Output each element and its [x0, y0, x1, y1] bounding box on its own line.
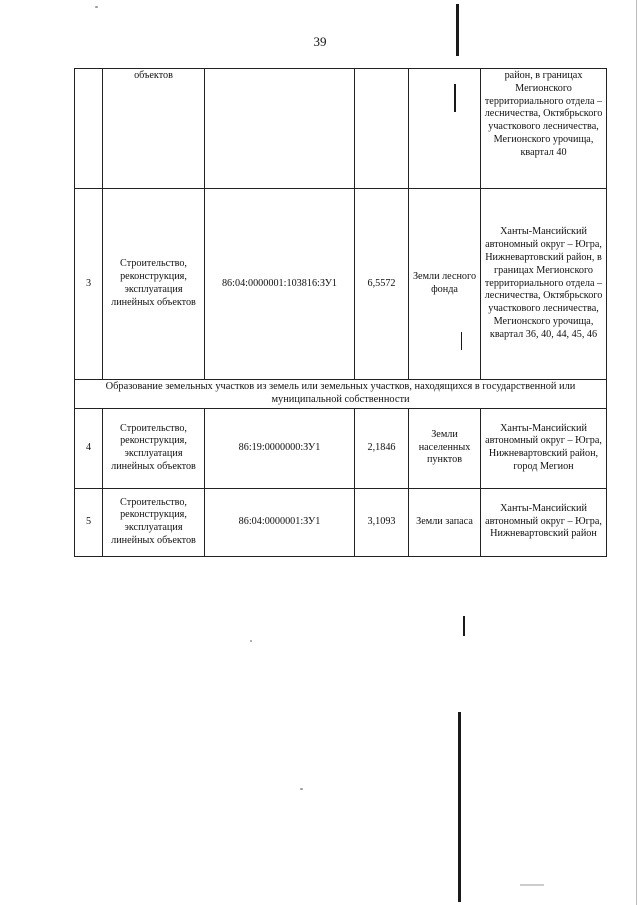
cell-cadastral: 86:04:0000001:103816:ЗУ1 — [205, 189, 355, 380]
cell-area: 2,1846 — [355, 408, 409, 488]
cell-category: Земли запаса — [409, 488, 481, 556]
cell-cadastral: 86:19:0000000:ЗУ1 — [205, 408, 355, 488]
cell-number: 4 — [75, 408, 103, 488]
scan-artifact-line — [458, 712, 461, 902]
cell-purpose: Строительство, реконструкция, эксплуатация линейных объектов — [103, 488, 205, 556]
cell-purpose: Строительство, реконструкция, эксплуатация линейных объектов — [103, 189, 205, 380]
table-row — [75, 408, 607, 488]
cell-area: 6,5572 — [355, 189, 409, 380]
scan-artifact-line — [454, 84, 456, 112]
table-row-continued — [75, 69, 607, 189]
scan-speck — [95, 6, 98, 8]
table-row — [75, 189, 607, 380]
table-row — [75, 488, 607, 556]
cell-cadastral: 86:04:0000001:ЗУ1 — [205, 488, 355, 556]
section-heading: Образование земельных участков из земель или земельных участков, находящихся в государственной или муниципальной собственности — [75, 380, 607, 409]
cell-number — [75, 69, 103, 189]
cell-location: Ханты-Мансийский автономный округ – Югра, Нижневартовский район — [481, 488, 607, 556]
cell-purpose: объектов — [103, 69, 205, 189]
cell-area — [355, 69, 409, 189]
scan-speck — [520, 884, 544, 886]
cell-location: Ханты-Мансийский автономный округ – Югра, Нижневартовский район, в границах Мегионского территориального отдела – лесничества, Октябрьского участкового лесничества, Мегионского урочища, квартал 36, 40, 44, 45, 46 — [481, 189, 607, 380]
scan-artifact-line — [461, 332, 462, 350]
page-number: 39 — [313, 34, 327, 49]
scan-speck — [250, 640, 252, 642]
scan-speck — [300, 788, 303, 790]
scan-artifact-line — [463, 616, 465, 636]
cell-location: район, в границах Мегионского территориального отдела – лесничества, Октябрьского участкового лесничества, Мегионского урочища, квартал 40 — [481, 69, 607, 189]
section-heading-row — [75, 380, 607, 409]
cell-purpose: Строительство, реконструкция, эксплуатация линейных объектов — [103, 408, 205, 488]
scan-artifact-line — [456, 4, 459, 56]
land-plots-table — [74, 68, 607, 557]
cell-number: 3 — [75, 189, 103, 380]
scan-artifact-line — [636, 0, 637, 905]
cell-category: Земли населенных пунктов — [409, 408, 481, 488]
cell-category: Земли лесного фонда — [409, 189, 481, 380]
cell-area: 3,1093 — [355, 488, 409, 556]
cell-category — [409, 69, 481, 189]
cell-location: Ханты-Мансийский автономный округ – Югра, Нижневартовский район, город Мегион — [481, 408, 607, 488]
cell-number: 5 — [75, 488, 103, 556]
cell-cadastral — [205, 69, 355, 189]
